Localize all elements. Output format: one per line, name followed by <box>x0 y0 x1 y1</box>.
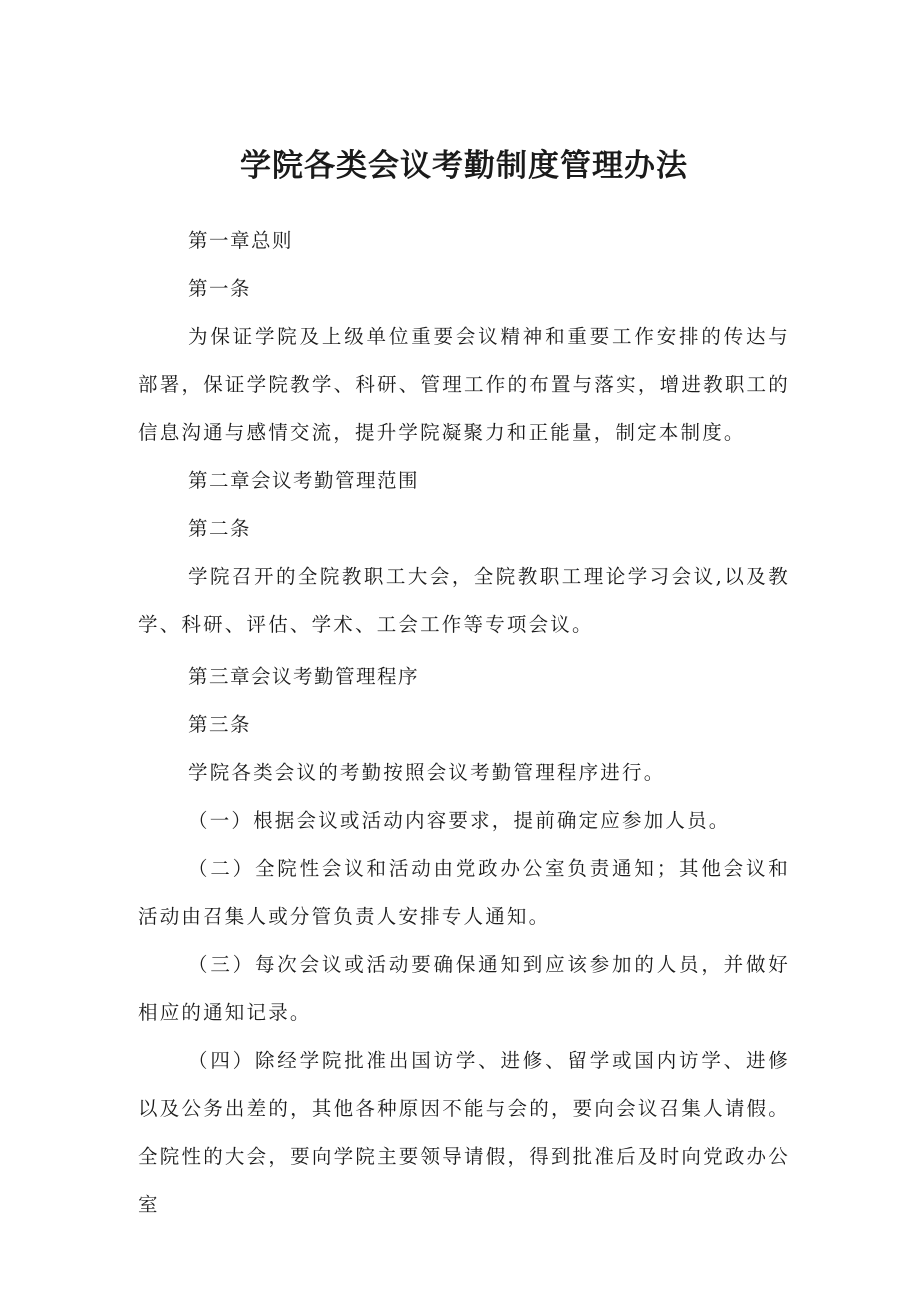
chapter-2-heading: 第二章会议考勤管理范围 <box>188 469 420 492</box>
article-2-paragraph: 学院召开的全院教职工大会，全院教职工理论学习会议,以及教学、科研、评估、学术、工会工作等专项会议。 <box>138 565 790 636</box>
article-1-heading: 第一条 <box>188 277 252 300</box>
article-3-paragraph: 学院各类会议的考勤按照会议考勤管理程序进行。 <box>188 761 666 784</box>
chapter-3-heading: 第三章会议考勤管理程序 <box>188 665 420 688</box>
list-item-2: （二）全院性会议和活动由党政办公室负责通知；其他会议和活动由召集人或分管负责人安排专人通知。 <box>138 857 790 928</box>
list-item-4: （四）除经学院批准出国访学、进修、留学或国内访学、进修以及公务出差的，其他各种原因不能与会的，要向会议召集人请假。全院性的大会，要向学院主要领导请假，得到批准后及时向党政办公室 <box>138 1049 790 1216</box>
article-1-paragraph: 为保证学院及上级单位重要会议精神和重要工作安排的传达与部署，保证学院教学、科研、管理工作的布置与落实，增进教职工的信息沟通与感情交流，提升学院凝聚力和正能量，制定本制度。 <box>138 325 790 444</box>
document-title: 学院各类会议考勤制度管理办法 <box>240 148 688 184</box>
list-item-3: （三）每次会议或活动要确保通知到应该参加的人员，并做好相应的通知记录。 <box>138 953 790 1024</box>
list-item-1: （一）根据会议或活动内容要求，提前确定应参加人员。 <box>188 809 731 832</box>
chapter-1-heading: 第一章总则 <box>188 229 294 252</box>
article-2-heading: 第二条 <box>188 517 252 540</box>
article-3-heading: 第三条 <box>188 713 252 736</box>
